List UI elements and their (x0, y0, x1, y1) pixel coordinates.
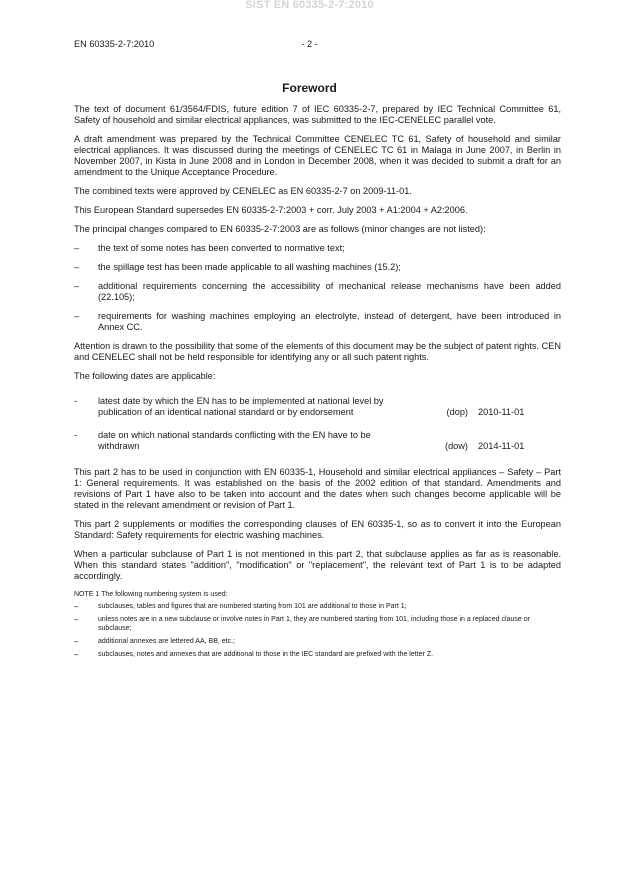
change-text: additional requirements concerning the accessibility of mechanical release mechanisms have been added (22.105); (98, 281, 561, 302)
dash-marker: – (74, 615, 79, 624)
paragraph: This part 2 supplements or modifies the corresponding clauses of EN 60335-1, so as to convert it into the European Standard: Safety requirements for electric washing machines. (74, 519, 561, 540)
paragraph: This European Standard supersedes EN 60335-2-7:2003 + corr. July 2003 + A1:2004 + A2:2006. (74, 205, 468, 215)
hyphen-marker: - (74, 430, 78, 440)
dash-marker: – (74, 311, 80, 321)
date-value: 2014-11-01 (478, 441, 525, 451)
change-text: the spillage test has been made applicable to all washing machines (15.2); (98, 262, 401, 272)
document-body (74, 104, 561, 663)
note-item (74, 615, 561, 633)
change-text: the text of some notes has been converted to normative text; (98, 243, 345, 253)
date-description: latest date by which the EN has to be implemented at national level by publication of an identical national standard or by endorsement (98, 396, 384, 417)
paragraph: Attention is drawn to the possibility that some of the elements of this document may be the subject of patent rights. CEN and CENELEC shall not be held responsible for identifying any or all such patent rights. (74, 341, 561, 362)
change-item (74, 243, 561, 254)
paragraph: The following dates are applicable: (74, 371, 216, 381)
note-text: subclauses, notes and annexes that are additional to those in the IEC standard are prefixed with the letter Z. (98, 651, 434, 658)
change-text: requirements for washing machines employing an electrolyte, instead of detergent, have been introduced in Annex CC. (98, 311, 561, 332)
note-item (74, 650, 561, 659)
dash-marker: – (74, 262, 80, 272)
date-code: (dop) (446, 407, 468, 417)
date-row-dop (74, 396, 561, 418)
page-title: Foreword (282, 81, 337, 95)
change-item (74, 311, 561, 333)
note-item (74, 602, 561, 611)
header-page-number: - 2 - (301, 39, 318, 49)
paragraph: This part 2 has to be used in conjunction with EN 60335-1, Household and similar electrical appliances – Safety – Part 1: General requirements. It was established on the basis of the 2002 edition of that standard. Amendments and revisions of Part 1 have also to be taken into account and the dates when such changes become applicable will be stated in the relevant amendment or revision of Part 1. (74, 467, 561, 510)
note-text: additional annexes are lettered AA, BB, etc.; (98, 638, 235, 645)
date-value: 2010-11-01 (478, 407, 525, 417)
date-description: date on which national standards conflicting with the EN have to be withdrawn (98, 430, 371, 451)
dash-marker: – (74, 637, 79, 646)
paragraph: The principal changes compared to EN 60335-2-7:2003 are as follows (minor changes are not listed): (74, 224, 486, 234)
paragraph: When a particular subclause of Part 1 is not mentioned in this part 2, that subclause applies as far as is reasonable. When this standard states "addition", "modification" or "replacement", the relevant text of Part 1 is to be adapted accordingly. (74, 549, 561, 581)
change-item (74, 281, 561, 303)
dash-marker: – (74, 243, 80, 253)
note-text: subclauses, tables and figures that are numbered starting from 101 are additional to those in Part 1; (98, 603, 407, 610)
header-doc-id: EN 60335-2-7:2010 (74, 39, 155, 49)
paragraph: The text of document 61/3564/FDIS, future edition 7 of IEC 60335-2-7, prepared by IEC Technical Committee 61, Safety of household and similar electrical appliances, was submitted to the IEC-CENELEC parallel vote. (74, 104, 561, 125)
dash-marker: – (74, 650, 79, 659)
paragraph: A draft amendment was prepared by the Technical Committee CENELEC TC 61, Safety of household and similar electrical appliances. It was discussed during the meetings of CENELEC TC 61 in Malaga in June 2007, in Berlin in November 2007, in Kista in June 2008 and in London in December 2008, when it was decided to submit a draft for an amendment to the Unique Acceptance Procedure. (74, 134, 561, 177)
note-item (74, 637, 561, 646)
hyphen-marker: - (74, 396, 78, 406)
dash-marker: – (74, 602, 79, 611)
date-code: (dow) (445, 441, 468, 451)
watermark: SIST EN 60335-2-7:2010 (245, 0, 374, 11)
paragraph: The combined texts were approved by CENELEC as EN 60335-2-7 on 2009-11-01. (74, 186, 412, 196)
dash-marker: – (74, 281, 80, 291)
note-text: unless notes are in a new subclause or involve notes in Part 1, they are numbered starting from 101, including those in a replaced clause or subclause; (98, 616, 530, 632)
note-heading: NOTE 1 The following numbering system is used: (74, 591, 228, 598)
date-row-dow (74, 430, 561, 452)
numbering-note (74, 590, 561, 659)
change-item (74, 262, 561, 273)
